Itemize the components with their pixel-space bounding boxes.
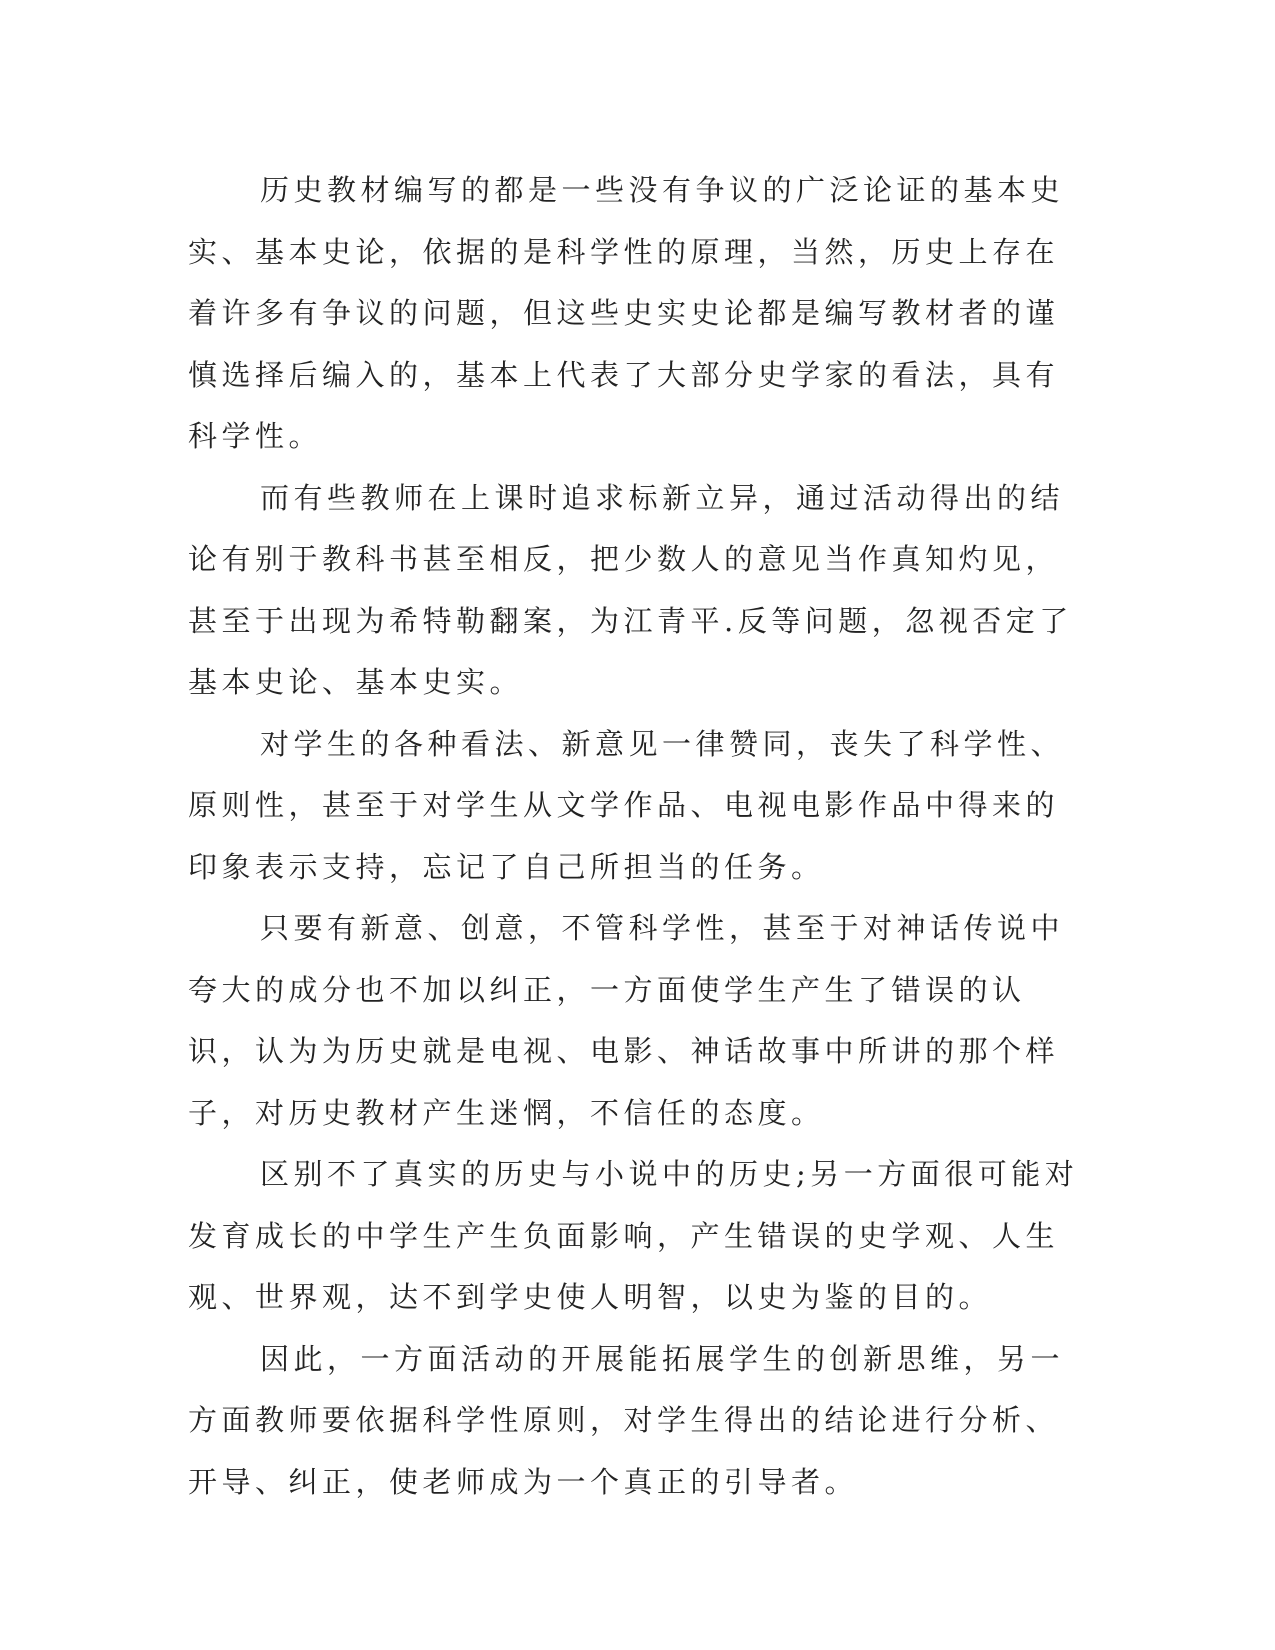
- paragraph-5: 区别不了真实的历史与小说中的历史;另一方面很可能对发育成长的中学生产生负面影响，产生错误的史学观、人生观、世界观，达不到学史使人明智，以史为鉴的目的。: [188, 1157, 1079, 1314]
- paragraph-1: 历史教材编写的都是一些没有争议的广泛论证的基本史实、基本史论，依据的是科学性的原理，当然，历史上存在着许多有争议的问题，但这些史实史论都是编写教材者的谨慎选择后编入的，基本上代表了大部分史学家的看法，具有科学性。: [188, 173, 1065, 453]
- paragraph-4: 只要有新意、创意，不管科学性，甚至于对神话传说中夸大的成分也不加以纠正，一方面使学生产生了错误的认识，认为为历史就是电视、电影、神话故事中所讲的那个样子，对历史教材产生迷惘，不信任的态度。: [188, 911, 1065, 1130]
- paragraph-3: 对学生的各种看法、新意见一律赞同，丧失了科学性、原则性，甚至于对学生从文学作品、电视电影作品中得来的印象表示支持，忘记了自己所担当的任务。: [188, 726, 1065, 884]
- paragraph-2: 而有些教师在上课时追求标新立异，通过活动得出的结论有别于教科书甚至相反，把少数人的意见当作真知灼见，甚至于出现为希特勒翻案，为江青平.反等问题，忽视否定了基本史论、基本史实。: [188, 480, 1073, 699]
- paragraph-6: 因此，一方面活动的开展能拓展学生的创新思维，另一方面教师要依据科学性原则，对学生得出的结论进行分析、开导、纠正，使老师成为一个真正的引导者。: [188, 1341, 1065, 1499]
- document-body: [188, 160, 1088, 1513]
